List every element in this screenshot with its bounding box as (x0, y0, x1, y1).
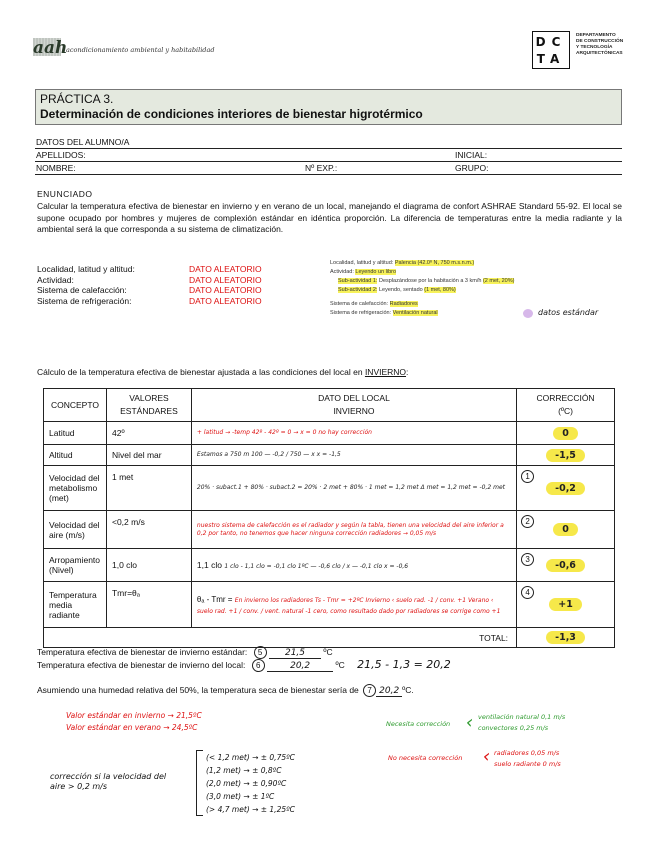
param-cooling: Sistema de refrigeración: DATO ALEATORIO (37, 295, 262, 306)
correction-value: -0,2 (546, 482, 585, 495)
param-activity: Actividad: DATO ALEATORIO (37, 274, 262, 285)
logo-subtitle: acondicionamiento ambiental y habitabilidad (66, 46, 215, 54)
student-data (35, 136, 622, 175)
result-humidity: Asumiendo una humedad relativa del 50%, la temperatura seca de bienestar sería de 7 20,2 ºC. (37, 685, 414, 696)
col-correccion: CORRECCIÓN (ºC) (517, 389, 615, 422)
table-row: Altitud Nivel del mar Estamos a 750 m 100 — -0,2 / 750 — x x = -1,5 -1,5 (44, 445, 615, 466)
params-list (37, 264, 262, 306)
param-location: Localidad, latitud y altitud: DATO ALEATORIO (37, 264, 262, 274)
enunciado-text: Calcular la temperatura efectiva de bienestar en invierno y en verano de un local, manejando el diagrama de confort ASHRAE Standard 55-92. El local se supone ocupado por hombres y mujeres de complexión estándar en idéntica proporción. La diferencia de temperaturas entre la media radiante y la ambiental será la que corresponda a su sistema de climatización. (37, 201, 622, 234)
practice-number: PRÁCTICA 3. (40, 92, 114, 106)
practice-title: Determinación de condiciones interiores de bienestar higrotérmico (40, 107, 423, 121)
inicial-label: INICIAL: (455, 150, 488, 160)
correction-value: 0 (553, 427, 578, 440)
logo: aah (33, 38, 68, 58)
correction-value: +1 (549, 598, 582, 611)
total-value: -1,3 (546, 631, 585, 644)
correction-value: -1,5 (546, 449, 585, 462)
dry-temp-value[interactable]: 20,2 (376, 686, 402, 697)
result-standard: Temperatura efectiva de bienestar de invierno estándar: 5 21,5 ºC (37, 647, 333, 658)
apellidos-row[interactable] (35, 149, 622, 162)
table-row: Velocidad del aire (m/s) <0,2 m/s nuestro sistema de calefacción es el radiador y según la tabla, tienen una velocidad del aire inferior a 0,2 por tanto, no tenemos que hacer ninguna corrección radiadores → 0,05 m/s 2 0 (44, 511, 615, 549)
velocity-correction-title: corrección si la velocidad del aire > 0,2 m/s (50, 772, 167, 791)
item-number: 4 (521, 586, 534, 599)
legend-dot (523, 309, 533, 318)
random-data-panel: Localidad, latitud y altitud: Palencia (42.0º N, 750 m.s.n.m.) Actividad: Leyendo un libro Sub-actividad 1: Desplazándose por la habitación a 3 km/h (2 met, 20%) Sub-actividad 2: Leyendo, sentado (1 met, 80%) Sistema de calefacción: Radiadores Sistema de refrigeración: Ventilación natural datos estándar (330, 260, 599, 317)
table-row: Velocidad del metabolismo (met) 1 met 20% · subact.1 + 80% · subact.2 = 20% · 2 met + 80% · 1 met = 1,2 met Δ met = 1,2 met = -0,2 met 1 -0,2 (44, 466, 615, 511)
dcta-ta: TA (536, 51, 566, 66)
title-box (35, 89, 622, 125)
standard-values-note: Valor estándar en invierno → 21,5ºC Valor estándar en verano → 24,5ºC (66, 711, 202, 732)
total-row: TOTAL: -1,3 (44, 628, 615, 648)
apellidos-label: APELLIDOS: (36, 150, 86, 160)
param-heating: Sistema de calefacción: DATO ALEATORIO (37, 285, 262, 295)
dcta-logo (532, 31, 570, 69)
grupo-label: GRUPO: (455, 163, 489, 173)
correction-value: -0,6 (546, 559, 585, 572)
col-concepto: CONCEPTO (44, 389, 107, 422)
legend-note: datos estándar (538, 308, 599, 317)
item-number: 2 (521, 515, 534, 528)
calc-heading: Cálculo de la temperatura efectiva de bienestar ajustada a las condiciones del local en INVIERNO: (37, 367, 409, 377)
loc-calculation: 21,5 - 1,3 = 20,2 (357, 658, 451, 671)
loc-value[interactable]: 20,2 (267, 661, 333, 672)
table-row: Arropamiento (Nivel) 1,0 clo 1,1 clo 1 clo - 1,1 clo = -0,1 clo 1ºC — -0,6 clo / x — -0,1 clo x = -0,6 3 -0,6 (44, 549, 615, 582)
col-valores: VALORES ESTÁNDARES (106, 389, 191, 422)
table-header (44, 389, 615, 422)
dcta-dc: DC (535, 35, 567, 49)
item-number: 1 (521, 470, 534, 483)
table-row: Temperatura media radiante Tmr=θₐ θₐ - Tmr = En invierno los radiadores Ts - Tmr = +2ºC Invierno ‹ suelo rad. -1 / conv. +1 Verano ‹ suelo rad. +1 / conv. / vent. natural -1 cero, como resultado dado por radiadores se corrige como +1 4 +1 (44, 582, 615, 628)
correction-table (43, 388, 615, 648)
student-heading-row: DATOS DEL ALUMNO/A (35, 136, 622, 149)
correction-value: 0 (553, 523, 578, 536)
nexp-label: Nº EXP.: (305, 163, 338, 173)
result-local: Temperatura efectiva de bienestar de invierno del local: 6 20,2 ºC 21,5 - 1,3 = 20,2 (37, 658, 451, 671)
col-dato: DATO DEL LOCAL INVIERNO (191, 389, 516, 422)
department-name: DEPARTAMENTO DE CONSTRUCCIÓN Y TECNOLOGÍA ARQUITECTÓNICAS (576, 33, 624, 56)
item-number: 3 (521, 553, 534, 566)
nombre-row[interactable] (35, 162, 622, 175)
bracket (196, 750, 203, 816)
velocity-correction-list: (< 1,2 met) → ± 0,75ºC (1,2 met) → ± 0,8ºC (2,0 met) → ± 0,90ºC (3,0 met) → ± 1ºC (> 4,7 met) → ± 1,25ºC (206, 753, 295, 814)
enunciado-heading: ENUNCIADO (37, 189, 93, 199)
table-row: Latitud 42º + latitud → -temp 42º - 42º = 0 → x = 0 no hay corrección 0 (44, 422, 615, 445)
std-value[interactable]: 21,5 (269, 648, 321, 659)
nombre-label: NOMBRE: (36, 163, 76, 173)
